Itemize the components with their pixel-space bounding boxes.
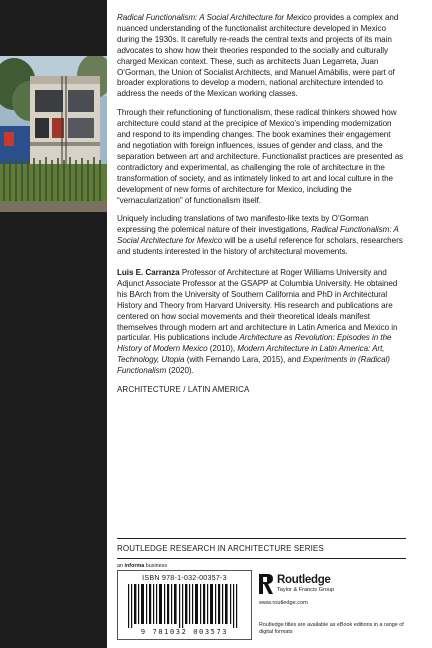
blurb-book-title: Radical Functionalism: A Social Architecture for Mexico bbox=[117, 225, 399, 246]
barcode-digits: 9 781032 003573 bbox=[140, 628, 229, 636]
author-bio-text: (2010), bbox=[207, 344, 238, 354]
barcode-box bbox=[117, 570, 252, 640]
blurb-paragraph-2: Through their refunctioning of functionalism, these radical thinkers showed how architecture could stand at the precipice of Mexico’s impending modernization and respond to its impending changes. The book examines their engagement and negotiation with foreign influences, issues of gender and class, and the separation between art and architecture. Functionalist practices are presented as contradictory and experimental, as challenging the role of architecture in the transformation of society, and as intimately linked to art and local culture in the development of new forms of architecture for Mexico, including the “vernacularization” of functionalism itself. bbox=[117, 108, 404, 205]
blurb-book-title: Radical Functionalism: A Social Architecture for Mexico bbox=[117, 13, 312, 22]
subject-category: ARCHITECTURE / LATIN AMERICA bbox=[117, 385, 250, 395]
author-bio bbox=[117, 268, 405, 377]
blurb-paragraph-3 bbox=[117, 214, 405, 258]
author-bio-text: Professor of Architecture at Roger Williams University and Adjunct Associate Professor at the GSAPP at Columbia University. He obtained his BArch from the University of Southern California and PhD in Architectural History and Theory from Harvard University. His research and publications are centered on how social movements and their theoretical ideals manifest themselves through modern art and architecture in Latin America and Mexico in particular. His publications include bbox=[117, 268, 398, 343]
informa-business-line bbox=[117, 563, 167, 569]
series-title: ROUTLEDGE RESEARCH IN ARCHITECTURE SERIES bbox=[117, 544, 324, 553]
divider-bottom bbox=[117, 558, 406, 559]
divider-top bbox=[117, 538, 406, 539]
blurb-text: Uniquely including translations of two manifesto-like texts by O’Gorman expressing the polemical nature of their investigations, bbox=[117, 214, 369, 235]
blurb-text: provides a complex and nuanced understanding of the functionalist architecture developed in Mexico during the 1930s. It carefully re-reads the central texts and projects of its main advocates to show how their theories responded to the socially and culturally charged Mexican context. These, such as architects Juan Legarreta, Juan O’Gorman, the Union of Socialist Architects, and Manuel Amábilis, were part of broader explorations to develop a modern, national architecture intended to address the needs of the Mexican working classes. bbox=[117, 13, 399, 99]
publisher-website: www.routledge.com bbox=[259, 600, 308, 606]
informa-brand: informa bbox=[124, 563, 145, 569]
isbn-label: ISBN 978-1-032-00357-3 bbox=[142, 573, 227, 582]
ebook-note: Routledge titles are available as eBook editions in a range of digital formats bbox=[259, 622, 404, 635]
blurb-paragraph-1 bbox=[117, 13, 405, 100]
barcode-icon bbox=[122, 584, 247, 628]
author-bio-text: (with Fernando Lara, 2015), and bbox=[184, 355, 303, 365]
author-book-title: Architecture as Revolution: Episodes in the History of Modern Mexico bbox=[117, 333, 392, 354]
cover-photo-house bbox=[0, 56, 107, 212]
informa-prefix: an bbox=[117, 563, 125, 569]
informa-suffix: business bbox=[144, 563, 168, 569]
routledge-logo-icon bbox=[258, 573, 274, 595]
author-book-title: Modern Architecture in Latin America: Art, Technology, Utopia bbox=[117, 344, 385, 365]
publisher-group: Taylor & Francis Group bbox=[277, 587, 335, 593]
author-book-title: Experiments in (Radical) Functionalism bbox=[117, 355, 390, 376]
back-cover-text bbox=[117, 13, 405, 404]
blurb-text: will be a useful reference for scholars, researchers and students interested in the history of architectural movements. bbox=[117, 236, 403, 257]
author-name: Luis E. Carranza bbox=[117, 268, 180, 278]
publisher-name: Routledge bbox=[277, 574, 331, 586]
author-bio-text: (2020). bbox=[166, 366, 194, 376]
